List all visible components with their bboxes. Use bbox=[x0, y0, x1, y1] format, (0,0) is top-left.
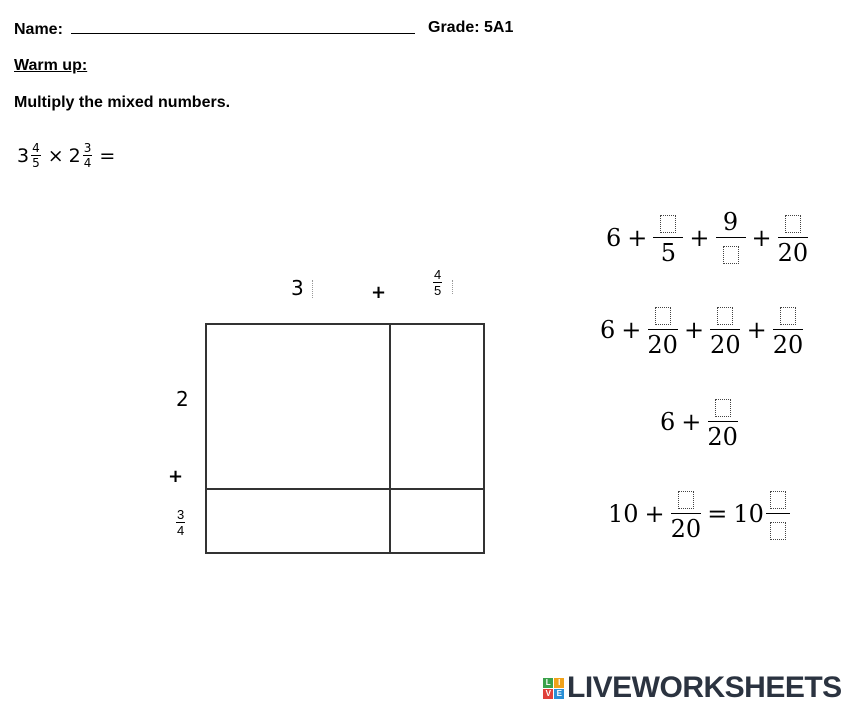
step2-whole: 6 bbox=[600, 316, 616, 345]
problem-num-2: 3 bbox=[83, 141, 92, 155]
top-whole-dropzone[interactable] bbox=[312, 280, 317, 298]
problem-whole-1: 3 bbox=[17, 144, 30, 167]
top-fraction-num: 4 bbox=[434, 267, 442, 282]
problem-whole-2: 2 bbox=[68, 144, 81, 167]
answer-box[interactable] bbox=[780, 307, 796, 325]
plus-sign: + bbox=[681, 408, 702, 437]
grid-vertical-divider bbox=[389, 323, 391, 554]
name-row bbox=[14, 19, 415, 39]
problem-den-2: 4 bbox=[83, 156, 92, 170]
grid-horizontal-divider bbox=[205, 488, 485, 490]
top-fraction-dropzone[interactable] bbox=[452, 280, 457, 294]
answer-box[interactable] bbox=[715, 399, 731, 417]
logo-mark-tile: L bbox=[543, 678, 553, 688]
top-whole-label: 3 bbox=[291, 276, 304, 300]
step4-result-whole: 10 bbox=[733, 500, 764, 529]
step4-result-fraction bbox=[766, 486, 790, 542]
left-fraction bbox=[176, 508, 185, 537]
left-fraction-num: 3 bbox=[177, 507, 185, 522]
plus-sign: + bbox=[644, 500, 665, 529]
step1-den-a: 5 bbox=[660, 239, 677, 268]
answer-box[interactable] bbox=[655, 307, 671, 325]
answer-box[interactable] bbox=[785, 215, 801, 233]
grade-label: Grade: 5A1 bbox=[428, 19, 514, 36]
top-fraction-den: 5 bbox=[434, 283, 442, 298]
step-row-2 bbox=[600, 302, 803, 358]
plus-sign: + bbox=[751, 224, 772, 253]
answer-box[interactable] bbox=[723, 246, 739, 264]
step1-fraction-c bbox=[778, 210, 809, 266]
plus-sign: + bbox=[627, 224, 648, 253]
step1-whole: 6 bbox=[606, 224, 622, 253]
problem-den-1: 5 bbox=[32, 156, 40, 170]
answer-box[interactable] bbox=[717, 307, 733, 325]
plus-sign: + bbox=[746, 316, 767, 345]
step1-fraction-a bbox=[653, 210, 683, 266]
step-row-1 bbox=[606, 210, 808, 266]
answer-box[interactable] bbox=[770, 491, 786, 509]
left-whole-label: 2 bbox=[176, 387, 189, 411]
name-blank-line[interactable] bbox=[71, 19, 415, 34]
step2-den-b: 20 bbox=[710, 331, 741, 360]
cell-bottom-left[interactable] bbox=[208, 492, 388, 551]
logo-text: LIVEWORKSHEETS bbox=[567, 671, 842, 704]
step4-den: 20 bbox=[670, 515, 702, 544]
logo-mark-tile: E bbox=[554, 689, 564, 699]
step1-fraction-b bbox=[716, 210, 746, 266]
problem-num-1: 4 bbox=[32, 141, 40, 155]
cell-bottom-right[interactable] bbox=[393, 492, 482, 551]
top-plus-label: + bbox=[371, 282, 387, 303]
logo-mark-icon bbox=[543, 678, 564, 699]
logo-mark-tile: V bbox=[543, 689, 553, 699]
equals-sign: = bbox=[707, 500, 728, 529]
top-fraction bbox=[433, 268, 442, 297]
step2-fraction-b bbox=[710, 302, 741, 358]
step-row-4 bbox=[608, 486, 790, 542]
step3-fraction bbox=[707, 394, 738, 450]
plus-sign: + bbox=[683, 316, 705, 345]
liveworksheets-logo bbox=[543, 671, 842, 705]
step2-den-a: 20 bbox=[647, 331, 678, 360]
top-fraction-label bbox=[431, 268, 444, 297]
left-fraction-den: 4 bbox=[177, 523, 185, 538]
problem-fraction-1 bbox=[31, 142, 41, 169]
plus-sign: + bbox=[621, 316, 642, 345]
step1-num-b: 9 bbox=[716, 210, 746, 238]
cell-top-left[interactable] bbox=[208, 326, 388, 486]
answer-box[interactable] bbox=[678, 491, 694, 509]
plus-sign: + bbox=[689, 224, 710, 253]
problem-fraction-2 bbox=[83, 142, 93, 169]
equals-sign: = bbox=[99, 144, 116, 167]
step2-fraction-c bbox=[773, 302, 804, 358]
left-plus-label: + bbox=[168, 466, 184, 487]
times-sign: × bbox=[47, 144, 64, 167]
step4-whole: 10 bbox=[608, 500, 639, 529]
step1-den-c: 20 bbox=[777, 239, 809, 268]
instruction-text: Multiply the mixed numbers. bbox=[14, 94, 231, 111]
logo-mark-tile: I bbox=[554, 678, 564, 688]
step4-fraction bbox=[671, 486, 702, 542]
answer-box[interactable] bbox=[660, 215, 676, 233]
cell-top-right[interactable] bbox=[393, 326, 482, 486]
problem-expression bbox=[17, 142, 115, 169]
step-row-3 bbox=[660, 394, 738, 450]
step3-den: 20 bbox=[707, 423, 738, 452]
answer-box[interactable] bbox=[770, 522, 786, 540]
left-fraction-label bbox=[174, 508, 187, 537]
step2-fraction-a bbox=[647, 302, 678, 358]
step2-den-c: 20 bbox=[772, 331, 804, 360]
step3-whole: 6 bbox=[660, 408, 676, 437]
name-label: Name: bbox=[14, 21, 63, 38]
warmup-heading: Warm up: bbox=[14, 57, 88, 74]
